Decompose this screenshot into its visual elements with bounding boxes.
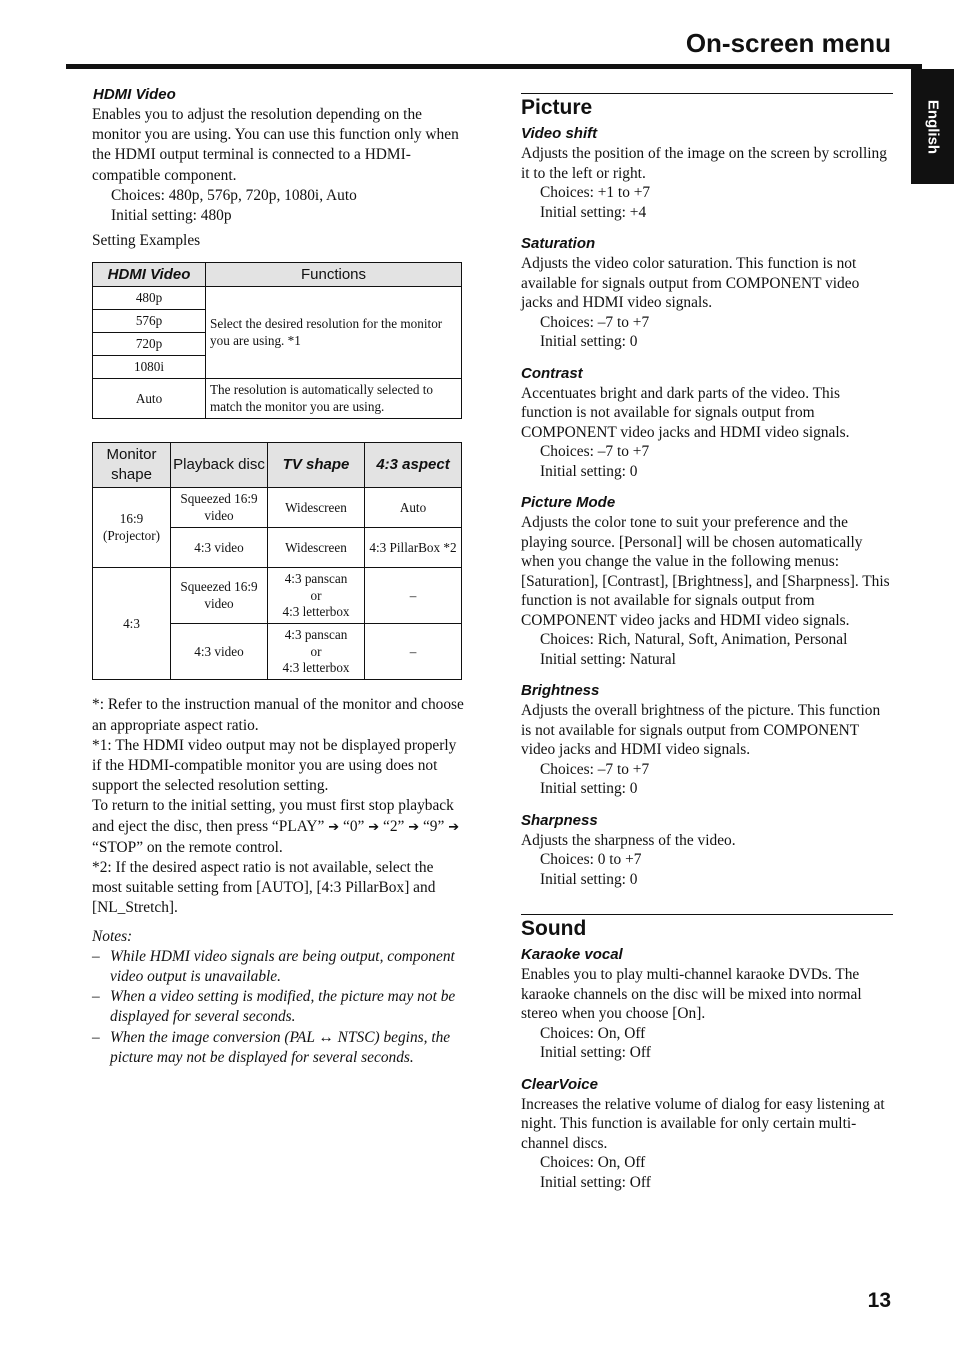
table-header-row — [93, 263, 462, 287]
playback-disc-cell: 4:3 video — [171, 528, 268, 568]
playback-disc-cell: Squeezed 16:9 video — [171, 488, 268, 528]
saturation-setting — [521, 234, 893, 352]
contrast-setting — [521, 364, 893, 482]
setting-heading: Brightness — [521, 682, 600, 699]
setting-heading: ClearVoice — [521, 1075, 598, 1093]
resolution-cell: 576p — [93, 310, 206, 333]
setting-heading: Contrast — [521, 364, 583, 382]
arrow-icon: ➔ — [448, 819, 460, 835]
resolution-cell: 480p — [93, 287, 206, 310]
aspect-ratio-table — [92, 442, 462, 680]
sharpness-setting — [521, 811, 893, 890]
title-rule — [66, 64, 922, 69]
setting-initial: Initial setting: +4 — [540, 203, 647, 221]
language-tab-label: English — [924, 99, 941, 154]
setting-choices: Choices: On, Off — [540, 1154, 646, 1171]
setting-initial: Initial setting: 0 — [540, 462, 638, 480]
arrow-icon: ➔ — [368, 819, 380, 835]
table-header: Playback disc — [171, 443, 268, 488]
table-row — [93, 488, 462, 528]
setting-initial: Initial setting: 0 — [540, 333, 638, 350]
table-header: 4:3 aspect — [365, 443, 462, 488]
table-row — [93, 287, 462, 310]
setting-description: Adjusts the sharpness of the video. — [521, 831, 736, 849]
tv-shape-option: 4:3 panscan — [284, 627, 348, 643]
resolution-cell: 720p — [93, 333, 206, 356]
aspect-cell: – — [365, 624, 462, 680]
sound-section-title: Sound — [521, 914, 893, 942]
picture-mode-setting — [521, 493, 893, 669]
setting-initial: Initial setting: Off — [540, 1173, 651, 1191]
resolution-cell: 1080i — [93, 356, 206, 379]
table-header: TV shape — [268, 443, 365, 488]
auto-resolution-cell: The resolution is automatically selected to match the monitor you are using. — [206, 379, 462, 419]
brightness-setting — [521, 681, 893, 799]
hdmi-video-body: Enables you to adjust the resolution depending on the monitor you are using. You can use this function only when the HDMI output terminal is connected to a HDMI-compatible component. — [92, 106, 459, 184]
tv-shape-option: 4:3 panscan — [284, 571, 348, 587]
setting-initial: Initial setting: Off — [540, 1044, 651, 1061]
tv-shape-or: or — [310, 643, 322, 659]
table-header-row — [93, 443, 462, 488]
note-item: – When a video setting is modified, the picture may not be displayed for several seconds. — [92, 988, 456, 1026]
setting-description: Adjusts the position of the image on the screen by scrolling it to the left or right. — [521, 145, 887, 182]
note-item: – While HDMI video signals are being output, component video output is unavailable. — [92, 947, 455, 986]
tv-shape-option: 4:3 letterbox — [282, 604, 350, 620]
setting-choices: Choices: –7 to +7 — [540, 313, 650, 331]
tv-shape-option: 4:3 letterbox — [282, 660, 350, 676]
setting-heading: Picture Mode — [521, 494, 616, 511]
setting-heading: Sharpness — [521, 811, 598, 829]
setting-examples-label: Setting Examples — [92, 232, 201, 250]
table-row — [93, 568, 462, 624]
footnote-2: *2: If the desired aspect ratio is not available, select the most suitable setting from [AUTO], [4:3 PillarBox] and [NL_Stretch]. — [92, 859, 436, 917]
footnote-1: *1: The HDMI video output may not be displayed properly if the HDMI-compatible monitor you are using does not support the selected resolution setting. — [92, 736, 457, 795]
setting-description: Adjusts the video color saturation. This function is not available for signals output from COMPONENT video jacks and HDMI video signals. — [521, 255, 860, 311]
tv-shape-or: or — [310, 587, 322, 603]
hdmi-video-choices: Choices: 480p, 576p, 720p, 1080i, Auto — [111, 186, 357, 204]
clearvoice-setting — [521, 1075, 893, 1193]
picture-section-title: Picture — [521, 93, 893, 121]
table-header: HDMI Video — [93, 263, 206, 287]
notes — [92, 927, 464, 1068]
aspect-cell: 4:3 PillarBox *2 — [365, 528, 462, 568]
language-tab — [911, 69, 954, 184]
setting-choices: Choices: –7 to +7 — [540, 760, 650, 778]
hdmi-resolution-table — [92, 262, 462, 419]
table-row — [93, 379, 462, 419]
select-resolution-cell: Select the desired resolution for the monitor you are using. *1 — [206, 287, 462, 379]
footnote-star: *: Refer to the instruction manual of the monitor and choose an appropriate aspect ratio. — [92, 696, 464, 734]
tv-shape-cell — [268, 624, 365, 680]
video-shift-setting — [521, 124, 893, 222]
tv-shape-cell: Widescreen — [268, 528, 365, 568]
aspect-cell: Auto — [365, 488, 462, 528]
setting-choices: Choices: Rich, Natural, Soft, Animation, Personal — [540, 631, 848, 648]
karaoke-vocal-setting — [521, 945, 893, 1063]
footnotes — [92, 695, 464, 918]
table-header: Functions — [206, 263, 462, 287]
setting-heading: Karaoke vocal — [521, 946, 623, 963]
aspect-cell: – — [365, 568, 462, 624]
right-column — [521, 93, 893, 1192]
page-title: On-screen menu — [685, 28, 891, 58]
resolution-cell: Auto — [93, 379, 206, 419]
setting-choices: Choices: 0 to +7 — [540, 851, 642, 868]
hdmi-video-heading: HDMI Video — [93, 86, 176, 103]
return-initial-instructions: To return to the initial setting, you must first stop playback and eject the disc, then press “PLAY” ➔ “0” ➔ “2” ➔ “9” ➔ “STOP” on the remote control. — [92, 797, 460, 856]
setting-heading: Saturation — [521, 235, 596, 252]
monitor-shape-cell: 4:3 — [93, 568, 171, 680]
hdmi-video-initial: Initial setting: 480p — [111, 207, 232, 225]
monitor-shape-cell: 16:9 (Projector) — [93, 488, 171, 568]
setting-description: Enables you to play multi-channel karaoke DVDs. The karaoke channels on the disc will be mixed into normal stereo when you choose [On]. — [521, 966, 862, 1022]
setting-heading: Video shift — [521, 125, 598, 142]
setting-description: Adjusts the overall brightness of the picture. This function is not available for signals output from COMPONENT video jacks and HDMI video signals. — [521, 702, 881, 758]
setting-description: Adjusts the color tone to suit your preference and the playing source. [Personal] will be chosen automatically when you change the value in the following menus: [Saturation], [Contrast], [Brightness], and [Sharpness]. This function is not available for signals output from COMPONENT video jacks and HDMI video signals. — [521, 514, 890, 629]
setting-choices: Choices: +1 to +7 — [540, 184, 651, 201]
table-header: Monitor shape — [93, 443, 171, 488]
tv-shape-cell: Widescreen — [268, 488, 365, 528]
setting-initial: Initial setting: 0 — [540, 780, 638, 797]
setting-choices: Choices: –7 to +7 — [540, 443, 650, 460]
setting-choices: Choices: On, Off — [540, 1024, 646, 1042]
setting-description: Increases the relative volume of dialog for easy listening at night. This function is available for only certain multi-channel discs. — [521, 1095, 885, 1152]
arrow-icon: ➔ — [408, 819, 420, 835]
note-item: – When the image conversion (PAL ↔ NTSC) begins, the picture may not be displayed for several seconds. — [92, 1028, 451, 1066]
page-number: 13 — [867, 1289, 891, 1312]
playback-disc-cell: Squeezed 16:9 video — [171, 568, 268, 624]
tv-shape-cell — [268, 568, 365, 624]
arrow-icon: ➔ — [328, 819, 340, 835]
left-column — [92, 85, 464, 1068]
setting-initial: Initial setting: Natural — [540, 650, 676, 668]
playback-disc-cell: 4:3 video — [171, 624, 268, 680]
setting-initial: Initial setting: 0 — [540, 870, 638, 888]
setting-description: Accentuates bright and dark parts of the video. This function is not available for signals output from COMPONENT video jacks and HDMI video signals. — [521, 384, 850, 441]
notes-title: Notes: — [92, 927, 133, 945]
